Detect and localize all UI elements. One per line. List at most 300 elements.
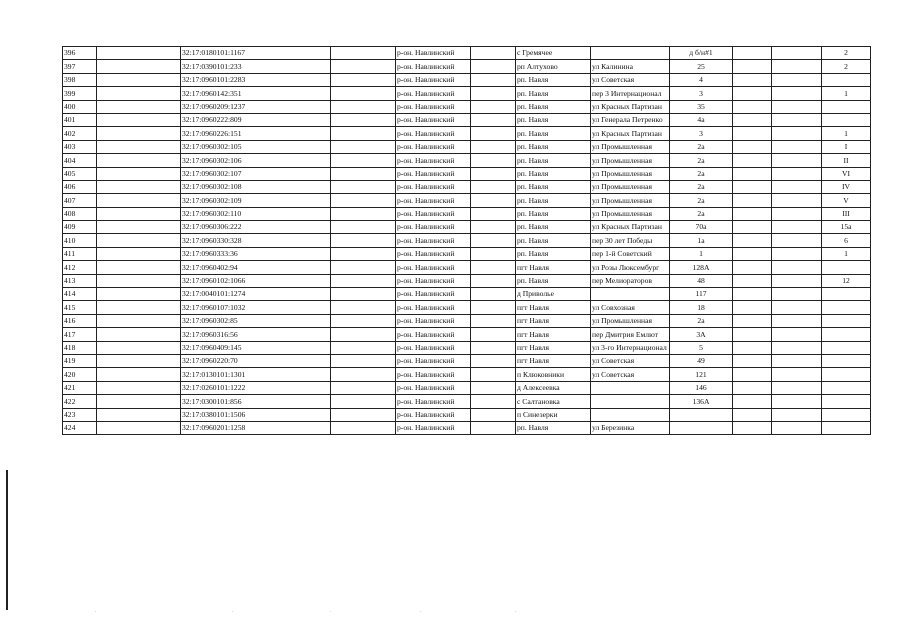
cell-row-number: 408: [63, 207, 97, 220]
table-row: [63, 261, 871, 274]
cell-street: [591, 408, 670, 421]
cell-house-number: 146: [670, 381, 733, 394]
cell-empty: [471, 180, 516, 193]
cell-cadastral-number: 32:17:0960220:70: [181, 354, 331, 367]
cell-empty: [733, 368, 772, 381]
cell-empty: [471, 368, 516, 381]
cell-empty: [97, 100, 181, 113]
cell-empty: [733, 261, 772, 274]
cell-empty: [97, 234, 181, 247]
cell-empty: [471, 221, 516, 234]
cell-empty: [331, 301, 396, 314]
register-body: [63, 47, 871, 435]
cell-house-number: 70а: [670, 221, 733, 234]
table-row: [63, 207, 871, 220]
cell-empty: [97, 207, 181, 220]
cell-empty: [331, 395, 396, 408]
cell-locality: рп. Навля: [516, 127, 591, 140]
cell-empty: [331, 234, 396, 247]
cell-district: р-он. Навлинский: [396, 194, 471, 207]
cell-street: [591, 288, 670, 301]
cell-empty: [733, 395, 772, 408]
cell-empty: [97, 395, 181, 408]
cell-cadastral-number: 32:17:0960222:809: [181, 113, 331, 126]
cell-building: II: [822, 154, 871, 167]
cell-district: р-он. Навлинский: [396, 381, 471, 394]
cell-house-number: 136А: [670, 395, 733, 408]
cell-district: р-он. Навлинский: [396, 261, 471, 274]
cell-empty: [331, 100, 396, 113]
cell-locality: с Гремячее: [516, 47, 591, 60]
cell-empty: [733, 100, 772, 113]
cell-district: р-он. Навлинский: [396, 167, 471, 180]
cell-building: 1: [822, 127, 871, 140]
scan-speck: .: [420, 608, 422, 614]
cell-empty: [733, 247, 772, 260]
cell-row-number: 411: [63, 247, 97, 260]
cell-empty: [772, 127, 822, 140]
table-row: [63, 274, 871, 287]
scan-speck: .: [330, 608, 332, 614]
cell-empty: [331, 421, 396, 434]
cell-empty: [97, 354, 181, 367]
cell-district: р-он. Навлинский: [396, 113, 471, 126]
cell-house-number: 48: [670, 274, 733, 287]
cell-street: ул Калинина: [591, 60, 670, 73]
cell-house-number: 2а: [670, 194, 733, 207]
cell-empty: [772, 73, 822, 86]
table-row: [63, 354, 871, 367]
cell-empty: [331, 408, 396, 421]
cell-district: р-он. Навлинский: [396, 288, 471, 301]
cell-locality: рп. Навля: [516, 180, 591, 193]
cell-empty: [97, 87, 181, 100]
cell-row-number: 400: [63, 100, 97, 113]
cell-street: ул Промышленная: [591, 207, 670, 220]
cell-empty: [471, 100, 516, 113]
cell-empty: [733, 167, 772, 180]
cell-row-number: 399: [63, 87, 97, 100]
cell-locality: рп. Навля: [516, 167, 591, 180]
table-row: [63, 314, 871, 327]
table-row: [63, 87, 871, 100]
cell-house-number: 3: [670, 127, 733, 140]
cell-cadastral-number: 32:17:0960330:328: [181, 234, 331, 247]
cell-empty: [331, 261, 396, 274]
cell-street: пер 30 лет Победы: [591, 234, 670, 247]
cell-building: III: [822, 207, 871, 220]
cell-district: р-он. Навлинский: [396, 180, 471, 193]
cell-row-number: 422: [63, 395, 97, 408]
cell-empty: [772, 154, 822, 167]
cell-building: [822, 288, 871, 301]
cell-building: [822, 328, 871, 341]
cell-district: р-он. Навлинский: [396, 354, 471, 367]
cell-street: пер 3 Интернационал: [591, 87, 670, 100]
table-row: [63, 301, 871, 314]
cell-empty: [772, 395, 822, 408]
cell-empty: [733, 354, 772, 367]
cell-empty: [772, 261, 822, 274]
cell-house-number: 2а: [670, 314, 733, 327]
cell-house-number: 2а: [670, 154, 733, 167]
cell-empty: [733, 140, 772, 153]
cell-empty: [471, 421, 516, 434]
cell-empty: [772, 180, 822, 193]
cell-row-number: 418: [63, 341, 97, 354]
cell-empty: [772, 408, 822, 421]
cell-locality: рп. Навля: [516, 207, 591, 220]
cell-cadastral-number: 32:17:0960201:1258: [181, 421, 331, 434]
cell-empty: [331, 87, 396, 100]
cell-empty: [97, 154, 181, 167]
cell-locality: рп. Навля: [516, 274, 591, 287]
cell-street: ул Совхозная: [591, 301, 670, 314]
table-row: [63, 47, 871, 60]
cell-building: 1: [822, 87, 871, 100]
table-row: [63, 381, 871, 394]
cell-empty: [772, 421, 822, 434]
cell-street: ул Промышленная: [591, 140, 670, 153]
cell-house-number: 1: [670, 247, 733, 260]
cell-empty: [331, 221, 396, 234]
cell-empty: [331, 354, 396, 367]
cell-row-number: 412: [63, 261, 97, 274]
cell-house-number: 3А: [670, 328, 733, 341]
cell-empty: [772, 368, 822, 381]
table-row: [63, 221, 871, 234]
cell-empty: [733, 288, 772, 301]
cell-building: [822, 261, 871, 274]
cell-cadastral-number: 32:17:0960306:222: [181, 221, 331, 234]
cell-empty: [733, 221, 772, 234]
cell-empty: [97, 368, 181, 381]
cell-row-number: 404: [63, 154, 97, 167]
table-row: [63, 154, 871, 167]
cell-empty: [471, 261, 516, 274]
cell-district: р-он. Навлинский: [396, 47, 471, 60]
cell-cadastral-number: 32:17:0960142:351: [181, 87, 331, 100]
cell-building: [822, 381, 871, 394]
cell-empty: [97, 341, 181, 354]
cell-empty: [772, 207, 822, 220]
property-register-table: [62, 46, 871, 435]
cell-cadastral-number: 32:17:0960209:1237: [181, 100, 331, 113]
cell-district: р-он. Навлинский: [396, 408, 471, 421]
cell-building: [822, 354, 871, 367]
table-row: [63, 408, 871, 421]
cell-row-number: 397: [63, 60, 97, 73]
cell-street: пер 1-й Советский: [591, 247, 670, 260]
cell-district: р-он. Навлинский: [396, 221, 471, 234]
table-row: [63, 60, 871, 73]
cell-district: р-он. Навлинский: [396, 368, 471, 381]
cell-district: р-он. Навлинский: [396, 140, 471, 153]
cell-empty: [331, 47, 396, 60]
cell-district: р-он. Навлинский: [396, 234, 471, 247]
cell-house-number: д б/н#1: [670, 47, 733, 60]
cell-row-number: 405: [63, 167, 97, 180]
cell-empty: [97, 288, 181, 301]
cell-row-number: 413: [63, 274, 97, 287]
cell-building: [822, 395, 871, 408]
cell-house-number: 35: [670, 100, 733, 113]
cell-empty: [471, 154, 516, 167]
cell-empty: [97, 328, 181, 341]
cell-row-number: 402: [63, 127, 97, 140]
cell-street: ул Промышленная: [591, 154, 670, 167]
cell-building: 1: [822, 247, 871, 260]
cell-house-number: 2а: [670, 167, 733, 180]
cell-empty: [97, 261, 181, 274]
cell-street: ул Советская: [591, 354, 670, 367]
cell-street: [591, 47, 670, 60]
cell-empty: [331, 167, 396, 180]
cell-cadastral-number: 32:17:0960302:109: [181, 194, 331, 207]
cell-house-number: 2а: [670, 140, 733, 153]
cell-empty: [772, 194, 822, 207]
cell-empty: [471, 167, 516, 180]
cell-row-number: 423: [63, 408, 97, 421]
cell-empty: [331, 288, 396, 301]
cell-locality: п Клюковники: [516, 368, 591, 381]
cell-street: ул Березинка: [591, 421, 670, 434]
cell-street: ул Советская: [591, 368, 670, 381]
cell-empty: [772, 234, 822, 247]
cell-row-number: 420: [63, 368, 97, 381]
cell-empty: [471, 194, 516, 207]
cell-empty: [331, 328, 396, 341]
cell-locality: д Алексеевка: [516, 381, 591, 394]
table-row: [63, 247, 871, 260]
table-row: [63, 127, 871, 140]
cell-empty: [733, 301, 772, 314]
cell-row-number: 419: [63, 354, 97, 367]
cell-empty: [97, 73, 181, 86]
cell-street: ул 3-го Интернационал: [591, 341, 670, 354]
cell-building: IV: [822, 180, 871, 193]
cell-empty: [772, 140, 822, 153]
cell-locality: рп Алтухово: [516, 60, 591, 73]
cell-empty: [733, 73, 772, 86]
cell-row-number: 414: [63, 288, 97, 301]
cell-district: р-он. Навлинский: [396, 100, 471, 113]
cell-empty: [733, 408, 772, 421]
cell-empty: [733, 127, 772, 140]
cell-empty: [733, 60, 772, 73]
cell-building: I: [822, 140, 871, 153]
cell-empty: [471, 328, 516, 341]
cell-street: ул Генерала Петренко: [591, 113, 670, 126]
cell-empty: [331, 180, 396, 193]
cell-empty: [772, 288, 822, 301]
cell-locality: рп. Навля: [516, 100, 591, 113]
cell-building: V: [822, 194, 871, 207]
cell-locality: рп. Навля: [516, 221, 591, 234]
cell-cadastral-number: 32:17:0040101:1274: [181, 288, 331, 301]
cell-row-number: 421: [63, 381, 97, 394]
cell-locality: рп. Навля: [516, 73, 591, 86]
cell-empty: [97, 140, 181, 153]
cell-locality: рп. Навля: [516, 87, 591, 100]
cell-cadastral-number: 32:17:0960226:151: [181, 127, 331, 140]
cell-empty: [331, 73, 396, 86]
cell-empty: [733, 47, 772, 60]
cell-empty: [97, 60, 181, 73]
cell-locality: пгт Навля: [516, 261, 591, 274]
cell-house-number: 1а: [670, 234, 733, 247]
table-row: [63, 234, 871, 247]
cell-district: р-он. Навлинский: [396, 127, 471, 140]
table-row: [63, 73, 871, 86]
cell-row-number: 409: [63, 221, 97, 234]
cell-empty: [772, 47, 822, 60]
cell-street: [591, 381, 670, 394]
cell-house-number: 5: [670, 341, 733, 354]
cell-street: ул Промышленная: [591, 180, 670, 193]
cell-empty: [471, 354, 516, 367]
cell-empty: [471, 207, 516, 220]
table-row: [63, 421, 871, 434]
cell-empty: [331, 341, 396, 354]
cell-empty: [772, 341, 822, 354]
cell-building: 15а: [822, 221, 871, 234]
cell-row-number: 415: [63, 301, 97, 314]
cell-empty: [331, 207, 396, 220]
cell-cadastral-number: 32:17:0390101:233: [181, 60, 331, 73]
cell-building: 12: [822, 274, 871, 287]
cell-house-number: 18: [670, 301, 733, 314]
cell-locality: с Салтановка: [516, 395, 591, 408]
cell-district: р-он. Навлинский: [396, 328, 471, 341]
cell-empty: [772, 354, 822, 367]
cell-cadastral-number: 32:17:0960333:36: [181, 247, 331, 260]
cell-district: р-он. Навлинский: [396, 73, 471, 86]
cell-locality: рп. Навля: [516, 234, 591, 247]
cell-row-number: 417: [63, 328, 97, 341]
table-row: [63, 140, 871, 153]
table-row: [63, 180, 871, 193]
cell-row-number: 410: [63, 234, 97, 247]
cell-empty: [471, 127, 516, 140]
cell-locality: рп. Навля: [516, 194, 591, 207]
cell-empty: [772, 381, 822, 394]
cell-cadastral-number: 32:17:0960302:108: [181, 180, 331, 193]
cell-district: р-он. Навлинский: [396, 301, 471, 314]
cell-cadastral-number: 32:17:0130101:1301: [181, 368, 331, 381]
cell-cadastral-number: 32:17:0380101:1506: [181, 408, 331, 421]
cell-locality: д Приволье: [516, 288, 591, 301]
cell-empty: [97, 221, 181, 234]
scan-speck: .: [95, 608, 97, 614]
cell-building: [822, 368, 871, 381]
cell-empty: [471, 60, 516, 73]
cell-empty: [97, 421, 181, 434]
cell-empty: [471, 395, 516, 408]
cell-empty: [772, 221, 822, 234]
cell-house-number: 4: [670, 73, 733, 86]
cell-empty: [471, 73, 516, 86]
table-row: [63, 100, 871, 113]
cell-empty: [331, 60, 396, 73]
cell-district: р-он. Навлинский: [396, 395, 471, 408]
cell-locality: рп. Навля: [516, 154, 591, 167]
cell-empty: [331, 127, 396, 140]
cell-empty: [733, 207, 772, 220]
cell-house-number: 2а: [670, 207, 733, 220]
cell-empty: [772, 301, 822, 314]
cell-empty: [97, 113, 181, 126]
cell-empty: [97, 247, 181, 260]
cell-locality: пгт Навля: [516, 301, 591, 314]
cell-empty: [97, 274, 181, 287]
cell-row-number: 396: [63, 47, 97, 60]
scan-speck: .: [232, 608, 234, 614]
cell-empty: [471, 234, 516, 247]
cell-empty: [97, 127, 181, 140]
cell-empty: [471, 87, 516, 100]
cell-street: ул Советская: [591, 73, 670, 86]
cell-empty: [331, 113, 396, 126]
cell-house-number: 128А: [670, 261, 733, 274]
cell-district: р-он. Навлинский: [396, 87, 471, 100]
cell-empty: [331, 314, 396, 327]
cell-locality: рп. Навля: [516, 113, 591, 126]
cell-house-number: 3: [670, 87, 733, 100]
cell-locality: пгт Навля: [516, 314, 591, 327]
cell-empty: [97, 194, 181, 207]
cell-empty: [733, 328, 772, 341]
cell-empty: [733, 234, 772, 247]
cell-empty: [471, 381, 516, 394]
cell-empty: [471, 140, 516, 153]
cell-cadastral-number: 32:17:0960402:94: [181, 261, 331, 274]
cell-empty: [331, 247, 396, 260]
cell-house-number: 49: [670, 354, 733, 367]
cell-empty: [331, 140, 396, 153]
cell-building: 2: [822, 60, 871, 73]
scan-speck: .: [515, 608, 517, 614]
cell-empty: [733, 113, 772, 126]
table-row: [63, 113, 871, 126]
cell-street: [591, 395, 670, 408]
cell-row-number: 401: [63, 113, 97, 126]
cell-cadastral-number: 32:17:0960302:107: [181, 167, 331, 180]
cell-street: ул Промышленная: [591, 167, 670, 180]
cell-house-number: 2а: [670, 180, 733, 193]
cell-empty: [733, 314, 772, 327]
cell-empty: [772, 60, 822, 73]
table-row: [63, 328, 871, 341]
cell-cadastral-number: 32:17:0960107:1032: [181, 301, 331, 314]
cell-building: [822, 113, 871, 126]
cell-empty: [471, 274, 516, 287]
cell-building: [822, 314, 871, 327]
cell-empty: [471, 314, 516, 327]
cell-empty: [733, 194, 772, 207]
cell-empty: [471, 247, 516, 260]
table-row: [63, 395, 871, 408]
cell-street: ул Промышленная: [591, 194, 670, 207]
cell-empty: [733, 154, 772, 167]
cell-row-number: 403: [63, 140, 97, 153]
cell-house-number: 4а: [670, 113, 733, 126]
cell-empty: [733, 274, 772, 287]
cell-house-number: 25: [670, 60, 733, 73]
cell-cadastral-number: 32:17:0300101:856: [181, 395, 331, 408]
cell-district: р-он. Навлинский: [396, 421, 471, 434]
cell-empty: [772, 314, 822, 327]
